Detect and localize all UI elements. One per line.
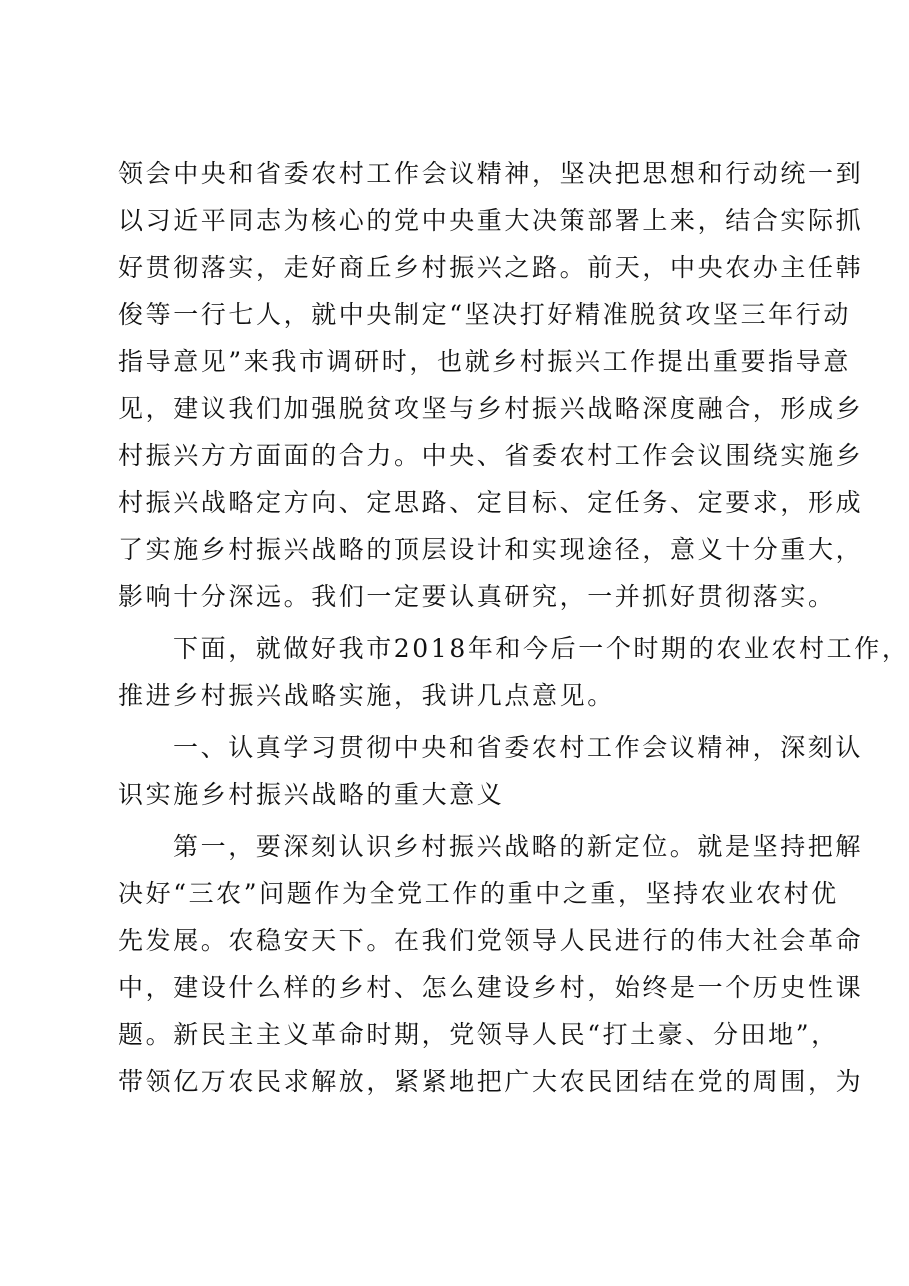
text-line: 好贯彻落实，走好商丘乡村振兴之路。前天，中央农办主任韩: [118, 253, 864, 282]
text-line: 了实施乡村振兴战略的顶层设计和实现途径，意义十分重大，: [118, 535, 864, 564]
text-line: 一、认真学习贯彻中央和省委农村工作会议精神，深刻认: [173, 733, 864, 762]
text-line: 村振兴战略定方向、定思路、定目标、定任务、定要求，形成: [118, 488, 864, 517]
text-line: 推进乡村振兴战略实施，我讲几点意见。: [118, 681, 615, 710]
text-line: 下面，就做好我市2018年和今后一个时期的农业农村工作，: [173, 634, 909, 663]
text-line: 见，建议我们加强脱贫攻坚与乡村振兴战略深度融合，形成乡: [118, 394, 864, 423]
text-line: 第一，要深刻认识乡村振兴战略的新定位。就是坚持把解: [173, 832, 864, 861]
text-line: 影响十分深远。我们一定要认真研究，一并抓好贯彻落实。: [118, 582, 836, 611]
text-line: 题。新民主主义革命时期，党领导人民“打土豪、分田地”，: [118, 1020, 839, 1049]
text-line: 指导意见”来我市调研时，也就乡村振兴工作提出重要指导意: [118, 347, 851, 376]
text-line: 俊等一行七人，就中央制定“坚决打好精准脱贫攻坚三年行动: [118, 300, 851, 329]
document-body: [118, 150, 909, 1105]
text-line: 带领亿万农民求解放，紧紧地把广大农民团结在党的周围，为: [118, 1067, 864, 1096]
text-line: 中，建设什么样的乡村、怎么建设乡村，始终是一个历史性课: [118, 973, 864, 1002]
text-line: 决好“三农”问题作为全党工作的重中之重，坚持农业农村优: [118, 879, 839, 908]
text-line: 领会中央和省委农村工作会议精神，坚决把思想和行动统一到: [118, 159, 864, 188]
text-line: 以习近平同志为核心的党中央重大决策部署上来，结合实际抓: [118, 206, 864, 235]
text-line: 先发展。农稳安天下。在我们党领导人民进行的伟大社会革命: [118, 926, 864, 955]
text-line: 识实施乡村振兴战略的重大意义: [118, 780, 505, 809]
text-line: 村振兴方方面面的合力。中央、省委农村工作会议围绕实施乡: [118, 441, 864, 470]
